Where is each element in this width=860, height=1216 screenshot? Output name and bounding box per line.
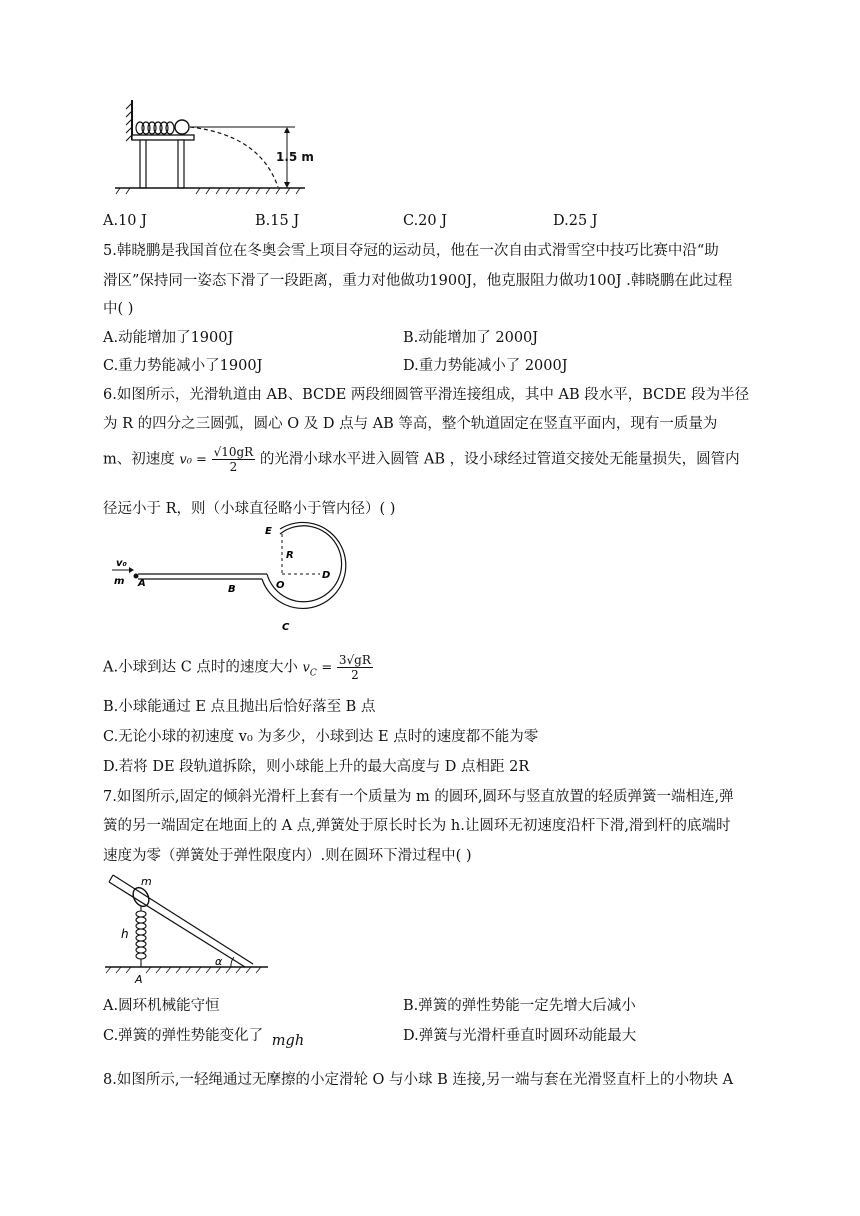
q5-option-d: D.重力势能减小了 2000J	[403, 358, 568, 374]
q6-stem-line2: 为 R 的四分之三圆弧，圆心 O 及 D 点与 AB 等高，整个轨道固定在竖直平面内，现有一质量为	[103, 416, 718, 432]
q4-option-b: B.15 J	[255, 213, 300, 229]
q6-fig-e: E	[265, 526, 272, 537]
q7-fig-a: A	[135, 973, 143, 986]
q6-figure	[110, 526, 350, 636]
q6-v0-symbol: v₀ =	[179, 452, 207, 468]
q7-stem-line2: 簧的另一端固定在地面上的 A 点,弹簧处于原长时长为 h.让圆环无初速度沿杆下滑,滑到杆的底端时	[103, 818, 731, 834]
q6-fig-v0: v₀	[116, 558, 127, 569]
q7-figure	[103, 872, 278, 987]
q7-option-d: D.弹簧与光滑杆垂直时圆环动能最大	[403, 1028, 637, 1044]
q6-line3-post: 的光滑小球水平进入圆管 AB ，设小球经过管道交接处无能量损失，圆管内	[259, 451, 740, 468]
q6-stem-line1: 6.如图所示，光滑轨道由 AB、BCDE 两段细圆管平滑连接组成，其中 AB 段水平，BCDE 段为半径	[103, 387, 750, 403]
q6-option-c: C.无论小球的初速度 v₀ 为多少，小球到达 E 点时的速度都不能为零	[103, 729, 539, 745]
q6-fig-r: R	[286, 550, 294, 561]
q6-line3-pre: m、初速度	[103, 451, 175, 468]
q6-option-d: D.若将 DE 段轨道拆除，则小球能上升的最大高度与 D 点相距 2R	[103, 759, 530, 775]
q7-option-c-text: C.弹簧的弹性势能变化了	[103, 1028, 264, 1044]
q5-stem-line2: 滑区”保持同一姿态下滑了一段距离，重力对他做功1900J，他克服阻力做功100J .韩晓鹏在此过程	[103, 273, 733, 289]
q7-fig-h: h	[121, 927, 129, 941]
q6-option-b: B.小球能通过 E 点且抛出后恰好落至 B 点	[103, 699, 376, 715]
q6-v0-denominator: 2	[229, 460, 238, 474]
q6-fig-b: B	[228, 584, 236, 595]
q6-fig-c: C	[282, 622, 290, 633]
q5-option-c: C.重力势能减小了1900J	[103, 358, 263, 374]
q6-fig-m: m	[114, 576, 125, 587]
q5-option-a: A.动能增加了1900J	[103, 330, 234, 346]
q8-stem-line1: 8.如图所示,一轻绳通过无摩擦的小定滑轮 O 与小球 B 连接,另一端与套在光滑竖直杆上的小物块 A	[103, 1072, 734, 1088]
q6-stem-line4: 径远小于 R，则（小球直径略小于管内径）( )	[103, 501, 396, 517]
q4-option-c: C.20 J	[403, 213, 448, 229]
q5-option-b: B.动能增加了 2000J	[403, 330, 539, 346]
q6-option-a-sub: C	[309, 668, 317, 679]
q7-option-b: B.弹簧的弹性势能一定先增大后减小	[403, 998, 636, 1014]
q7-stem-line1: 7.如图所示,固定的倾斜光滑杆上套有一个质量为 m 的圆环,圆环与竖直放置的轻质弹簧一端相连,弹	[103, 789, 734, 805]
q6-option-a-text: A.小球到达 C 点时的速度大小	[103, 659, 298, 676]
q6-option-a-v: v	[302, 660, 310, 676]
q6-option-a	[103, 653, 373, 683]
q7-fig-alpha: α	[215, 955, 223, 968]
q7-option-c-math: mgh	[271, 1033, 305, 1049]
q4-height-label: 1.5 m	[276, 150, 314, 164]
q7-stem-line3: 速度为零（弹簧处于弹性限度内）.则在圆环下滑过程中( )	[103, 848, 472, 864]
q6-v0-fraction	[212, 445, 256, 474]
q4-option-d: D.25 J	[553, 213, 598, 229]
q6-fig-a: A	[138, 578, 146, 589]
q7-fig-m: m	[141, 875, 152, 888]
q4-figure	[110, 95, 314, 200]
q7-option-a: A.圆环机械能守恒	[103, 998, 220, 1014]
q6-option-a-fraction	[337, 653, 373, 682]
q6-v0-numerator: √10gR	[213, 445, 254, 459]
q6-option-a-eq: =	[321, 660, 333, 676]
q7-option-c	[103, 1026, 305, 1049]
q5-stem-line3: 中( )	[103, 301, 134, 317]
q6-fig-d: D	[322, 570, 331, 581]
q6-option-a-numerator: 3√gR	[338, 653, 371, 667]
q6-fig-o: O	[276, 580, 285, 591]
q6-option-a-denominator: 2	[351, 668, 359, 682]
q4-option-a: A.10 J	[103, 213, 147, 229]
q6-stem-line3	[103, 445, 740, 474]
q5-stem-line1: 5.韩晓鹏是我国首位在冬奥会雪上项目夺冠的运动员，他在一次自由式滑雪空中技巧比赛中沿“助	[103, 243, 719, 259]
